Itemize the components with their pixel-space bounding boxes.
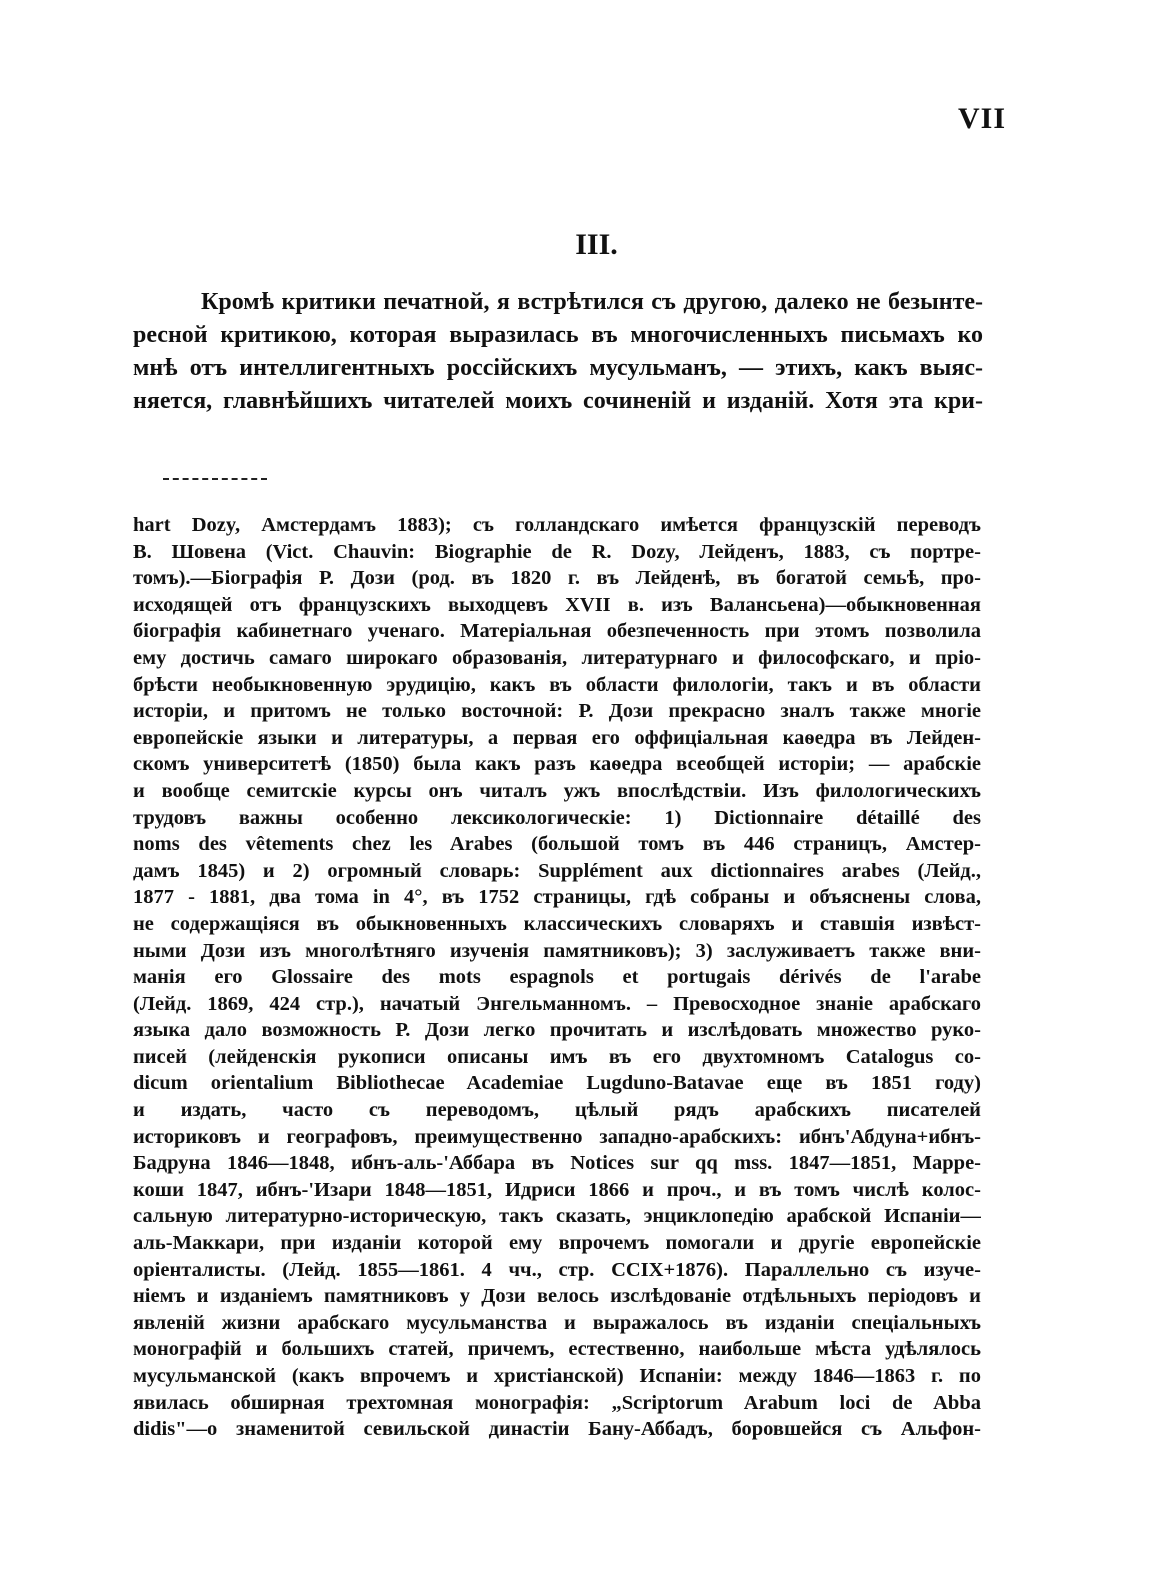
footnote-line: и издать, часто съ переводомъ, цѣлый рядъ арабскихъ писателей [133, 1099, 981, 1122]
footnote-line: біографія кабинетнаго ученаго. Матеріальная обезпеченность при этомъ позволила [133, 620, 981, 643]
footnote-line: В. Шовена (Vict. Chauvin: Biographie de R. Dozy, Лейденъ, 1883, съ портре- [133, 540, 981, 563]
footnote-separator [163, 478, 267, 480]
footnote-line: ему достичь самаго широкаго образованія, литературнаго и философскаго, и пріо- [133, 646, 981, 669]
footnote-line: Бадруна 1846—1848, ибнъ-аль-'Аббара въ Notices sur qq mss. 1847—1851, Марре- [133, 1152, 981, 1175]
footnote-line: didis"—о знаменитой севильской династіи Бану-Аббадъ, боровшейся съ Альфон- [133, 1418, 981, 1441]
footnote-line: ніемъ и изданіемъ памятниковъ у Дози велось изслѣдованіе отдѣльныхъ періодовъ и [133, 1285, 981, 1308]
footnote-line: явилась обширная трехтомная монографія: „Scriptorum Arabum loci de Abba [133, 1391, 981, 1414]
footnote [133, 512, 981, 1443]
footnote-line: dicum orientalium Bibliothecae Academiae Lugduno-Batavae еще въ 1851 году) [133, 1072, 981, 1095]
main-text-line: ресной критикою, которая выразилась въ многочисленныхъ письмахъ ко [133, 322, 983, 348]
footnote-line: исторіи, и притомъ не только восточной: Р. Дози прекрасно зналъ также многіе [133, 700, 981, 723]
main-text-line: Кромѣ критики печатной, я встрѣтился съ другою, далеко не безынте- [201, 289, 983, 315]
footnote-line: noms des vêtements chez les Arabes (большой томъ въ 446 страницъ, Амстер- [133, 833, 981, 856]
footnote-line: ными Дози изъ многолѣтняго изученія памятниковъ); 3) заслуживаетъ также вни- [133, 939, 981, 962]
footnote-line: 1877 - 1881, два тома in 4°, въ 1752 страницы, гдѣ собраны и объяснены слова, [133, 886, 981, 909]
footnote-line: явленій жизни арабскаго мусульманства и выражалось въ изданіи спеціальныхъ [133, 1311, 981, 1334]
footnote-line: скомъ университетѣ (1850) была какъ разъ каѳедра всеобщей исторіи; — арабскіе [133, 753, 981, 776]
section-heading: III. [575, 228, 618, 261]
footnote-line: историковъ и географовъ, преимущественно западно-арабскихъ: ибнъ'Абдуна+ибнъ- [133, 1125, 981, 1148]
footnote-line: hart Dozy, Амстердамъ 1883); съ голландскаго имѣется французскій переводъ [133, 514, 981, 536]
footnote-line: не содержащіяся въ обыкновенныхъ классическихъ словаряхъ и ставшія извѣст- [133, 912, 981, 935]
footnote-line: аль-Маккари, при изданіи которой ему впрочемъ помогали и другіе европейскіе [133, 1232, 981, 1255]
footnote-line: мусульманской (какъ впрочемъ и христіанской) Испаніи: между 1846—1863 г. по [133, 1365, 981, 1387]
footnote-line: исходящей отъ французскихъ выходцевъ XVII в. изъ Валансьена)—обыкновенная [133, 593, 981, 616]
main-text [133, 286, 983, 418]
footnote-line: писей (лейденскія рукописи описаны имъ въ его двухтомномъ Catalogus co- [133, 1045, 981, 1068]
footnote-line: манія его Glossaire des mots espagnols et portugais dérivés de l'arabe [133, 966, 981, 989]
footnote-line: трудовъ важны особенно лексикологическіе: 1) Dictionnaire détaillé des [133, 806, 981, 829]
main-text-line: мнѣ отъ интеллигентныхъ россійскихъ мусульманъ, — этихъ, какъ выяс- [133, 355, 983, 381]
footnote-line: и вообще семитскіе курсы онъ читалъ ужъ впослѣдствіи. Изъ филологическихъ [133, 779, 981, 802]
main-text-line: няется, главнѣйшихъ читателей моихъ сочиненій и изданій. Хотя эта кри- [133, 388, 983, 414]
footnote-line: брѣсти необыкновенную эрудицію, какъ въ области филологіи, такъ и въ области [133, 673, 981, 696]
footnote-line: томъ).—Біографія Р. Дози (род. въ 1820 г. въ Лейденѣ, въ богатой семьѣ, про- [133, 567, 981, 590]
page-number: VII [958, 102, 1007, 135]
footnote-line: языка дало возможность Р. Дози легко прочитать и изслѣдовать множество руко- [133, 1019, 981, 1042]
footnote-line: коши 1847, ибнъ-'Изари 1848—1851, Идриси 1866 и проч., и въ томъ числѣ колос- [133, 1178, 981, 1201]
footnote-line: (Лейд. 1869, 424 стр.), начатый Энгельманномъ. – Превосходное знаніе арабскаго [133, 992, 981, 1015]
footnote-line: дамъ 1845) и 2) огромный словарь: Supplément aux dictionnaires arabes (Лейд., [133, 859, 981, 882]
footnote-line: европейскіе языки и литературы, а первая его оффиціальная каѳедра въ Лейден- [133, 726, 981, 749]
footnote-line: сальную литературно-историческую, такъ сказать, энциклопедію арабской Испаніи— [133, 1205, 981, 1228]
footnote-line: монографій и большихъ статей, причемъ, естественно, наибольше мѣста удѣлялось [133, 1338, 981, 1361]
footnote-line: оріенталисты. (Лейд. 1855—1861. 4 чч., стр. CCIX+1876). Параллельно съ изуче- [133, 1258, 981, 1281]
